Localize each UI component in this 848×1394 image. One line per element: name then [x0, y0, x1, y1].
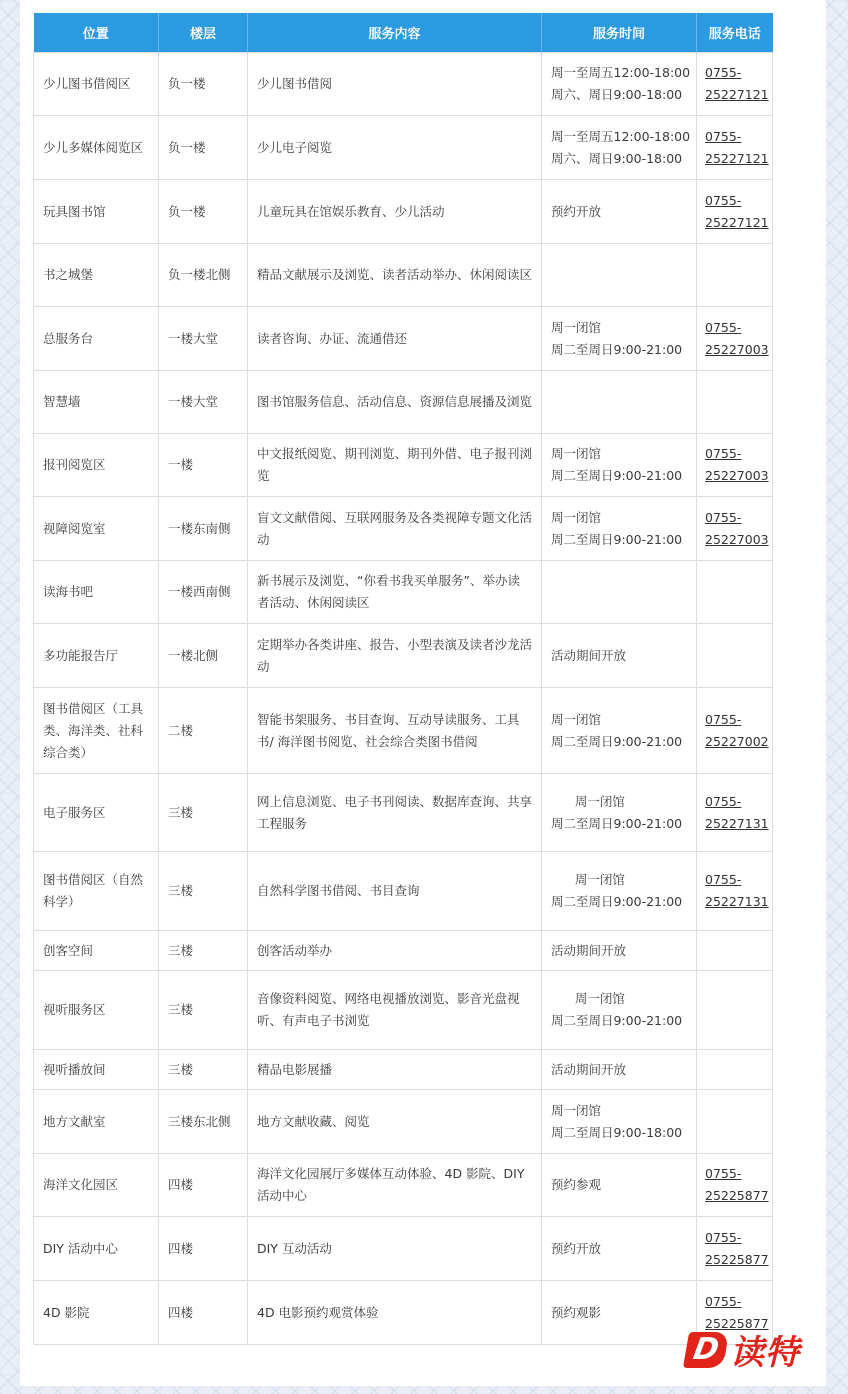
service-table: [33, 13, 773, 1345]
cell-floor: [159, 561, 248, 624]
cell-location: [34, 497, 159, 561]
cell-location-text: 少儿多媒体阅览区: [43, 139, 144, 155]
cell-hours-text: 周一闭馆 周二至周日9:00-21:00: [551, 319, 683, 357]
cell-phone: [697, 1217, 773, 1281]
cell-phone: [697, 971, 773, 1050]
cell-floor: [159, 852, 248, 931]
cell-phone: [697, 53, 773, 116]
cell-content-text: 新书展示及浏览、“你看书我买单服务”、举办读者活动、休闲阅读区: [257, 573, 520, 610]
cell-content-text: 4D 电影预约观赏体验: [257, 1304, 379, 1320]
cell-content-text: 图书馆服务信息、活动信息、资源信息展播及浏览: [257, 394, 533, 409]
header-content: 服务内容: [248, 13, 542, 53]
phone-link[interactable]: 0755- 25227002: [705, 711, 769, 749]
phone-link[interactable]: 0755- 25227121: [705, 65, 769, 102]
cell-hours-text: 预约开放: [551, 203, 602, 219]
cell-location-text: 海洋文化园区: [43, 1177, 119, 1192]
cell-location: [34, 1090, 159, 1154]
cell-phone: [697, 774, 773, 852]
cell-floor: [159, 774, 248, 852]
cell-hours: [542, 561, 697, 624]
cell-location-text: 少儿图书借阅区: [43, 76, 131, 91]
cell-floor-text: 负一楼: [168, 203, 206, 219]
cell-floor: [159, 1154, 248, 1217]
cell-location: [34, 180, 159, 244]
table-row: [34, 116, 773, 180]
cell-hours: [542, 497, 697, 561]
cell-content: [248, 1217, 542, 1281]
phone-link[interactable]: 0755- 25227131: [705, 793, 769, 831]
cell-content: [248, 307, 542, 371]
cell-location-text: 图书借阅区（自然科学）: [43, 872, 144, 909]
header-phone: 服务电话: [697, 13, 773, 53]
cell-floor: [159, 688, 248, 774]
cell-phone: [697, 852, 773, 931]
cell-location: [34, 1050, 159, 1090]
table-row: [34, 307, 773, 371]
cell-location-text: 4D 影院: [43, 1304, 90, 1320]
cell-location-text: 视听播放间: [43, 1061, 106, 1077]
logo-text: 读特: [730, 1333, 800, 1373]
cell-floor-text: 负一楼: [168, 76, 206, 91]
table-row: [34, 1281, 773, 1345]
cell-floor: [159, 434, 248, 497]
cell-content: [248, 774, 542, 852]
cell-location-text: 视听服务区: [43, 1002, 106, 1017]
cell-hours-text: 周一至周五12:00-18:00 周六、周日9:00-18:00: [551, 65, 691, 102]
header-location: 位置: [34, 13, 159, 53]
cell-content-text: 海洋文化园展厅多媒体互动体验、4D 影院、DIY 活动中心: [257, 1166, 525, 1203]
cell-hours: [542, 688, 697, 774]
cell-floor: [159, 116, 248, 180]
cell-floor-text: 三楼: [168, 1061, 194, 1077]
cell-hours: [542, 852, 697, 931]
phone-link[interactable]: 0755- 25227003: [705, 319, 769, 357]
cell-content-text: 少儿图书借阅: [257, 76, 333, 91]
cell-hours-text: 活动期间开放: [551, 1061, 627, 1077]
cell-content: [248, 1090, 542, 1154]
cell-content: [248, 116, 542, 180]
cell-phone: [697, 561, 773, 624]
cell-content-text: 儿童玩具在馆娱乐教育、少儿活动: [257, 203, 445, 219]
cell-content: [248, 688, 542, 774]
cell-hours-text: 活动期间开放: [551, 647, 627, 663]
cell-content-text: 少儿电子阅览: [257, 139, 333, 155]
cell-hours: [542, 180, 697, 244]
cell-floor: [159, 1217, 248, 1281]
cell-location-text: 智慧墙: [43, 394, 81, 409]
cell-phone: [697, 307, 773, 371]
cell-content-text: 精品文献展示及浏览、读者活动举办、休闲阅读区: [257, 267, 533, 282]
table-row: [34, 180, 773, 244]
cell-hours: [542, 1050, 697, 1090]
cell-location-text: 创客空间: [43, 942, 94, 958]
cell-floor-text: 一楼: [168, 457, 194, 472]
cell-floor-text: 三楼: [168, 883, 194, 898]
cell-hours: [542, 1090, 697, 1154]
cell-hours-text: 周一闭馆 周二至周日9:00-18:00: [551, 1102, 683, 1140]
cell-location-text: 玩具图书馆: [43, 203, 106, 219]
cell-hours-text: 活动期间开放: [551, 942, 627, 958]
logo-d-mark: D: [683, 1332, 729, 1368]
cell-phone: [697, 1154, 773, 1217]
cell-location-text: 书之城堡: [43, 267, 94, 282]
cell-location: [34, 688, 159, 774]
cell-floor: [159, 931, 248, 971]
cell-content: [248, 371, 542, 434]
table-row: [34, 371, 773, 434]
cell-content-text: 智能书架服务、书目查询、互动导读服务、工具书/ 海洋图书阅览、社会综合类图书借阅: [257, 711, 520, 749]
cell-content-text: 定期举办各类讲座、报告、小型表演及读者沙龙活动: [257, 636, 533, 674]
header-hours: 服务时间: [542, 13, 697, 53]
cell-phone: [697, 624, 773, 688]
cell-floor: [159, 971, 248, 1050]
phone-link[interactable]: 0755- 25227131: [705, 872, 769, 909]
cell-content-text: 读者咨询、办证、流通借还: [257, 330, 408, 346]
table-row: [34, 561, 773, 624]
table-row: [34, 1050, 773, 1090]
cell-floor: [159, 1050, 248, 1090]
cell-location-text: 总服务台: [43, 330, 94, 346]
cell-content: [248, 1154, 542, 1217]
table-row: [34, 434, 773, 497]
cell-hours: [542, 1217, 697, 1281]
cell-content: [248, 931, 542, 971]
table-row: [34, 1217, 773, 1281]
cell-floor-text: 二楼: [168, 722, 194, 738]
cell-floor-text: 四楼: [168, 1240, 194, 1256]
cell-content-text: 中文报纸阅览、期刊浏览、期刊外借、电子报刊浏览: [257, 446, 533, 483]
cell-location: [34, 1154, 159, 1217]
table-row: [34, 774, 773, 852]
cell-phone: [697, 1050, 773, 1090]
cell-floor-text: 三楼: [168, 1002, 194, 1017]
cell-location-text: 地方文献室: [43, 1113, 106, 1129]
cell-location: [34, 53, 159, 116]
cell-phone: [697, 688, 773, 774]
cell-floor-text: 一楼大堂: [168, 394, 219, 409]
cell-location: [34, 1281, 159, 1345]
cell-location: [34, 244, 159, 307]
cell-floor: [159, 244, 248, 307]
cell-content: [248, 561, 542, 624]
cell-location: [34, 971, 159, 1050]
cell-hours: [542, 53, 697, 116]
cell-location: [34, 307, 159, 371]
cell-floor-text: 四楼: [168, 1304, 194, 1320]
cell-floor-text: 负一楼: [168, 139, 206, 155]
cell-floor: [159, 53, 248, 116]
phone-link[interactable]: 0755- 25225877: [705, 1229, 769, 1267]
phone-link[interactable]: 0755- 25227003: [705, 446, 769, 483]
cell-location-text: DIY 活动中心: [43, 1240, 118, 1256]
cell-hours: [542, 307, 697, 371]
cell-floor: [159, 307, 248, 371]
cell-content: [248, 1050, 542, 1090]
cell-hours-text: 周一闭馆 周二至周日9:00-21:00: [551, 446, 683, 483]
cell-hours-text: 周一闭馆 周二至周日9:00-21:00: [551, 711, 683, 749]
cell-phone: [697, 371, 773, 434]
cell-location: [34, 624, 159, 688]
table-row: [34, 931, 773, 971]
cell-content-text: 创客活动举办: [257, 942, 333, 958]
cell-hours-text: 周一闭馆 周二至周日9:00-21:00: [551, 872, 683, 909]
cell-floor-text: 一楼北侧: [168, 647, 219, 663]
cell-floor-text: 一楼东南侧: [168, 520, 231, 536]
cell-location: [34, 371, 159, 434]
cell-location: [34, 931, 159, 971]
cell-location: [34, 1217, 159, 1281]
cell-location: [34, 852, 159, 931]
cell-floor-text: 负一楼北侧: [168, 267, 231, 282]
cell-content: [248, 1281, 542, 1345]
cell-hours-text: 周一闭馆 周二至周日9:00-21:00: [551, 793, 683, 831]
cell-content: [248, 434, 542, 497]
cell-floor: [159, 371, 248, 434]
cell-content-text: 自然科学图书借阅、书目查询: [257, 883, 420, 898]
table-row: [34, 624, 773, 688]
cell-content: [248, 971, 542, 1050]
phone-link[interactable]: 0755- 25227003: [705, 509, 769, 547]
cell-hours-text: 周一至周五12:00-18:00 周六、周日9:00-18:00: [551, 128, 691, 166]
cell-content-text: 精品电影展播: [257, 1061, 333, 1077]
cell-hours-text: 预约参观: [551, 1177, 602, 1192]
cell-location: [34, 774, 159, 852]
cell-hours: [542, 1281, 697, 1345]
phone-link[interactable]: 0755- 25225877: [705, 1166, 769, 1203]
cell-phone: [697, 116, 773, 180]
cell-hours-text: 预约开放: [551, 1240, 602, 1256]
cell-floor: [159, 497, 248, 561]
cell-hours: [542, 774, 697, 852]
cell-content: [248, 180, 542, 244]
cell-hours-text: 周一闭馆 周二至周日9:00-21:00: [551, 991, 683, 1028]
cell-phone: [697, 1090, 773, 1154]
table-row: [34, 1154, 773, 1217]
cell-floor-text: 三楼: [168, 942, 194, 958]
cell-hours: [542, 371, 697, 434]
cell-hours: [542, 244, 697, 307]
cell-location-text: 读海书吧: [43, 584, 94, 599]
table-row: [34, 688, 773, 774]
cell-floor-text: 四楼: [168, 1177, 194, 1192]
cell-floor-text: 三楼: [168, 804, 194, 820]
cell-hours-text: 预约观影: [551, 1304, 602, 1320]
cell-content: [248, 497, 542, 561]
cell-content-text: 网上信息浏览、电子书刊阅读、数据库查询、共享工程服务: [257, 793, 533, 831]
cell-floor: [159, 180, 248, 244]
cell-location-text: 多功能报告厅: [43, 647, 119, 663]
cell-hours: [542, 434, 697, 497]
cell-content: [248, 624, 542, 688]
watermark-logo: [686, 1325, 800, 1374]
cell-phone: [697, 434, 773, 497]
phone-link[interactable]: 0755- 25227121: [705, 192, 769, 230]
cell-hours: [542, 931, 697, 971]
phone-link[interactable]: 0755- 25227121: [705, 128, 769, 166]
cell-hours: [542, 971, 697, 1050]
cell-floor-text: 一楼大堂: [168, 330, 219, 346]
cell-floor-text: 三楼东北侧: [168, 1113, 231, 1129]
cell-location: [34, 116, 159, 180]
table-row: [34, 852, 773, 931]
table-body: [34, 53, 773, 1345]
cell-phone: [697, 931, 773, 971]
cell-hours: [542, 1154, 697, 1217]
cell-location-text: 视障阅览室: [43, 520, 106, 536]
cell-phone: [697, 497, 773, 561]
table-row: [34, 53, 773, 116]
cell-content: [248, 244, 542, 307]
cell-content-text: 音像资料阅览、网络电视播放浏览、影音光盘视听、有声电子书浏览: [257, 991, 520, 1028]
header-floor: 楼层: [159, 13, 248, 53]
cell-content-text: 地方文献收藏、阅览: [257, 1113, 370, 1129]
table-row: [34, 244, 773, 307]
cell-content-text: DIY 互动活动: [257, 1240, 332, 1256]
cell-location-text: 电子服务区: [43, 804, 106, 820]
cell-content: [248, 852, 542, 931]
cell-location-text: 图书借阅区（工具类、海洋类、社科综合类）: [43, 700, 144, 760]
cell-hours: [542, 624, 697, 688]
cell-floor-text: 一楼西南侧: [168, 584, 231, 599]
phone-link[interactable]: 0755- 25225877: [705, 1293, 769, 1331]
cell-phone: [697, 244, 773, 307]
cell-location: [34, 561, 159, 624]
table-row: [34, 971, 773, 1050]
cell-floor: [159, 1281, 248, 1345]
cell-floor: [159, 1090, 248, 1154]
cell-location-text: 报刊阅览区: [43, 457, 106, 472]
cell-content-text: 盲文文献借阅、互联网服务及各类视障专题文化活动: [257, 509, 533, 547]
table-row: [34, 1090, 773, 1154]
cell-content: [248, 53, 542, 116]
cell-hours-text: 周一闭馆 周二至周日9:00-21:00: [551, 509, 683, 547]
table-row: [34, 497, 773, 561]
table-header-row: [34, 13, 773, 53]
cell-hours: [542, 116, 697, 180]
cell-floor: [159, 624, 248, 688]
cell-location: [34, 434, 159, 497]
cell-phone: [697, 180, 773, 244]
